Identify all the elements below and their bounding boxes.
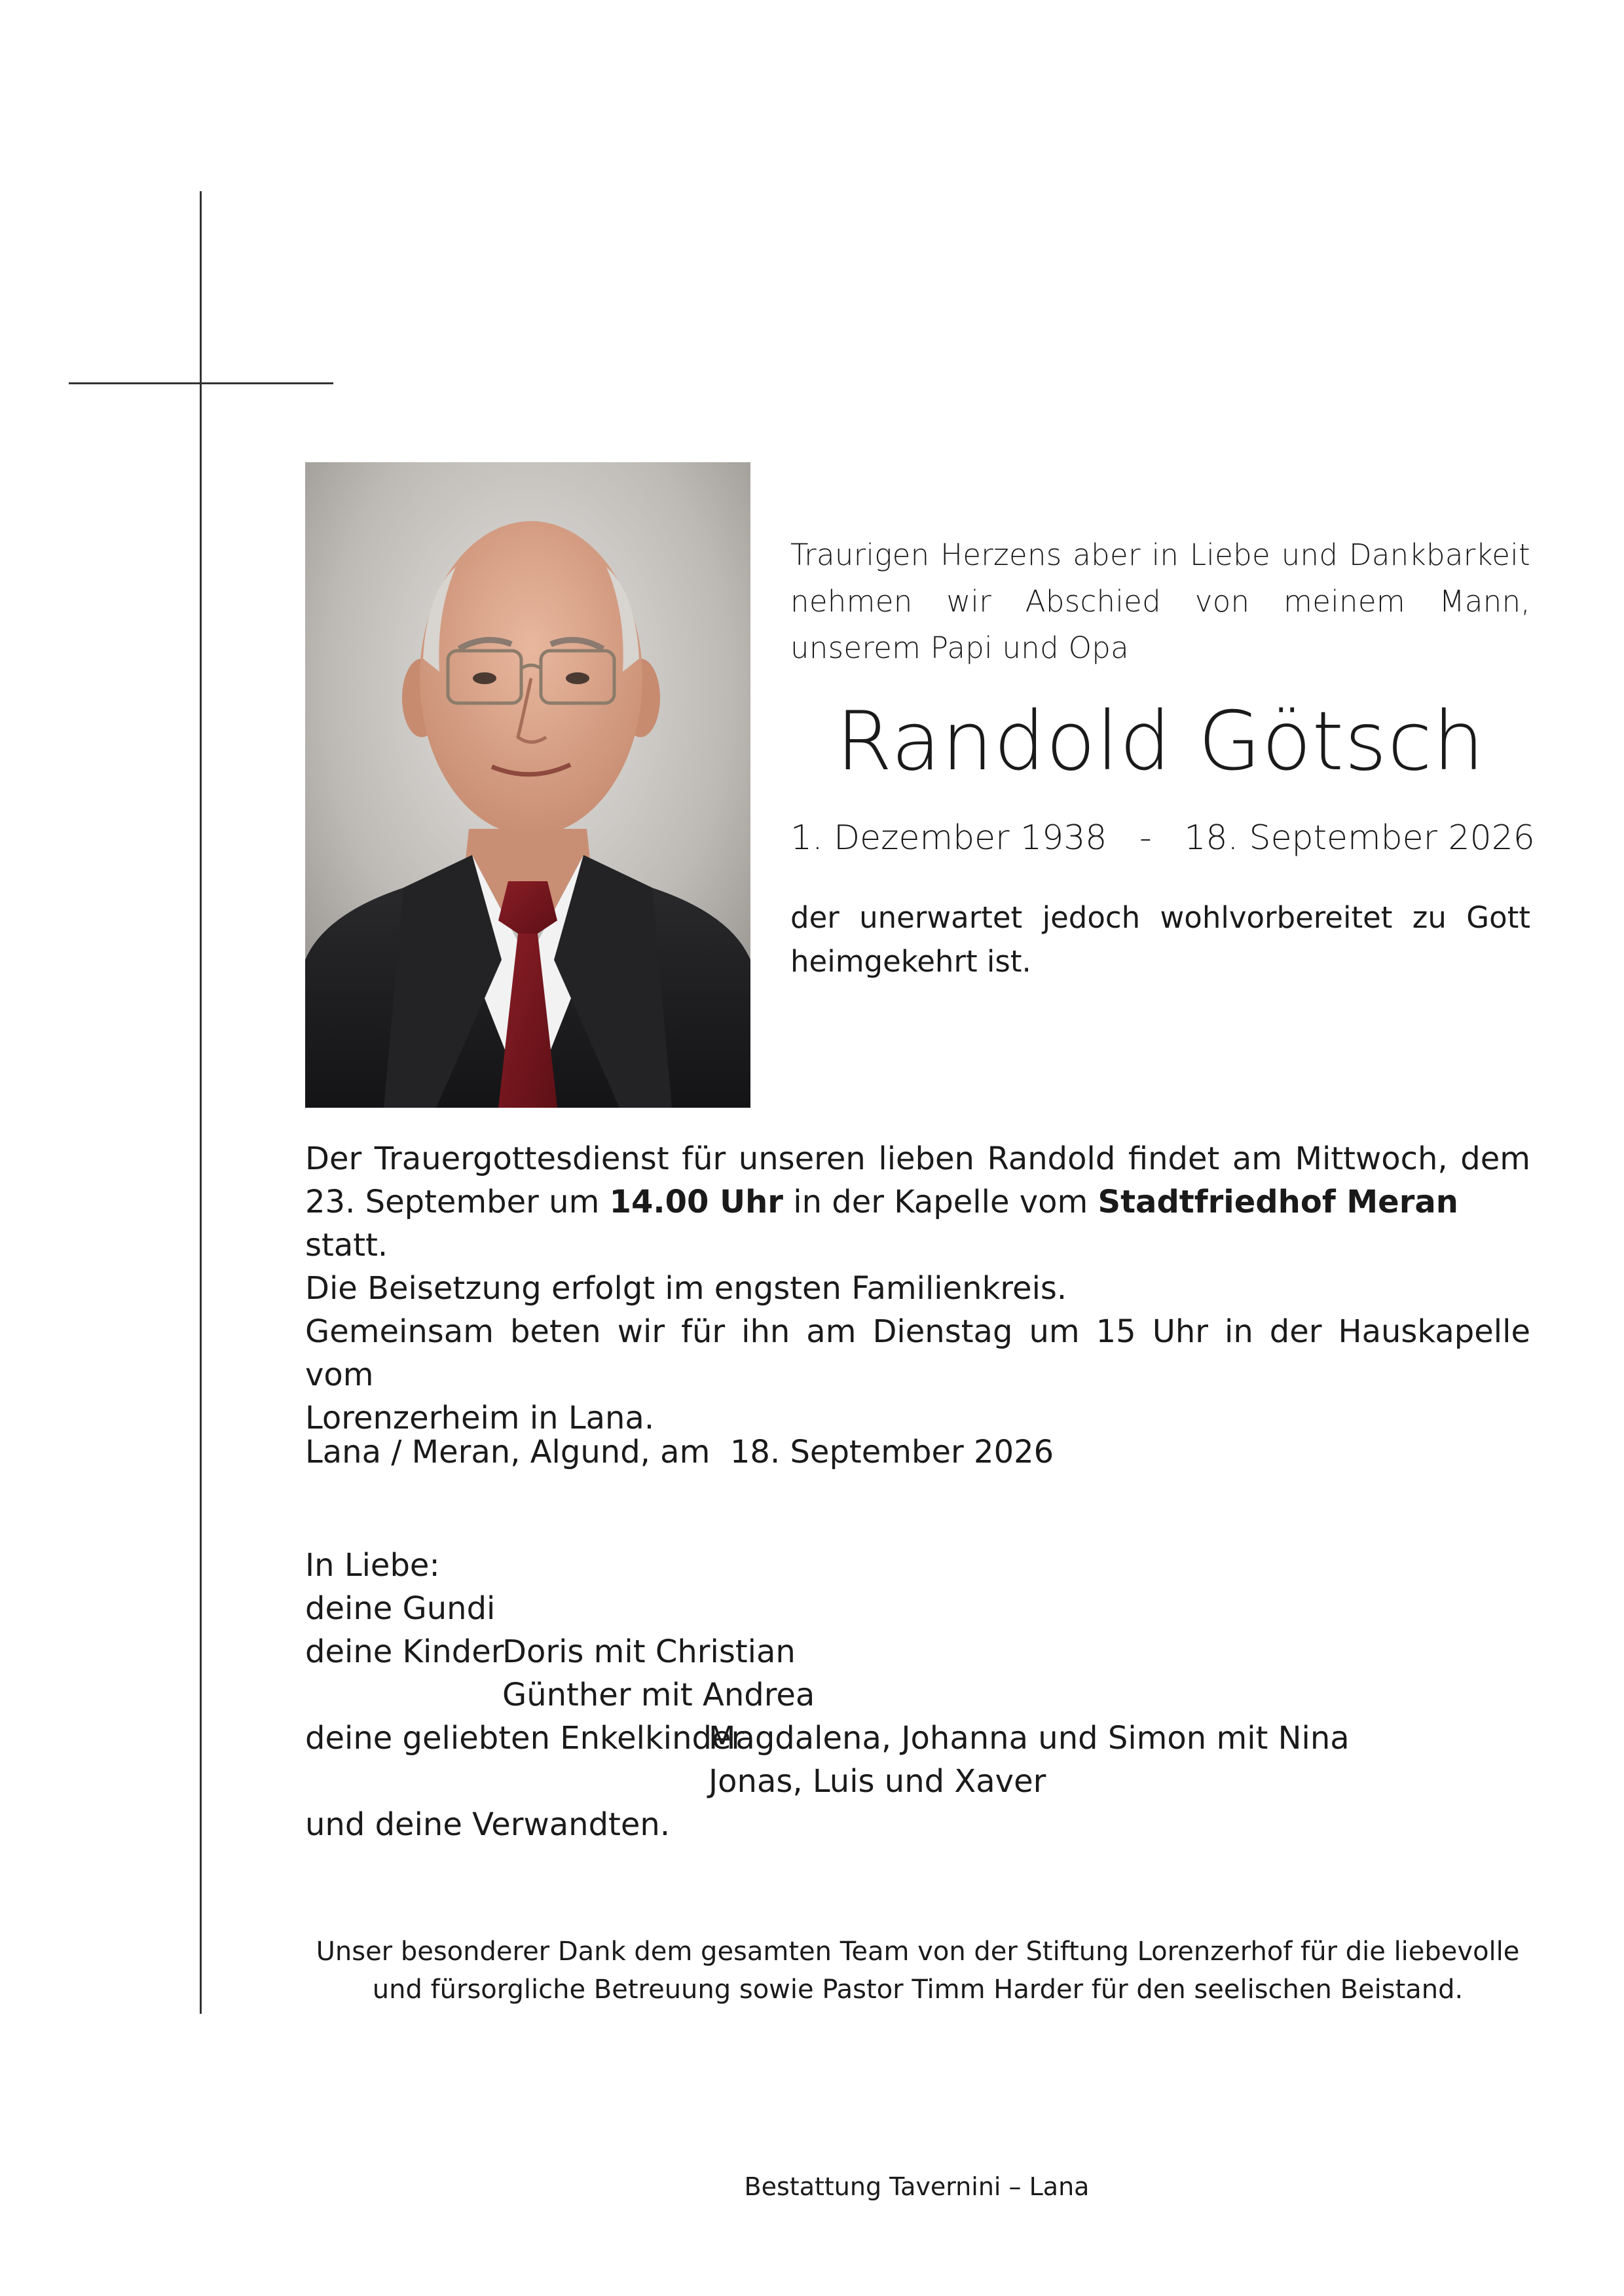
children-label: deine Kinder <box>305 1633 504 1670</box>
cross-vertical-bar <box>200 191 202 2014</box>
mourners-heading: In Liebe: <box>305 1547 440 1584</box>
prayer-line-2: Lorenzerheim in Lana. <box>305 1400 655 1436</box>
thanks-note <box>305 1933 1530 2009</box>
grandchildren-2: Jonas, Luis und Xaver <box>709 1763 1046 1800</box>
birth-date: 1. Dezember 1938 <box>790 818 1107 858</box>
child-1: Doris mit Christian <box>502 1633 796 1670</box>
portrait-photo <box>305 462 750 1108</box>
deceased-name: Randold Götsch <box>836 695 1485 789</box>
prayer-line-1: Gemeinsam beten wir für ihn am Dienstag um 15 Uhr in der Hauskapelle vom <box>305 1313 1530 1393</box>
grandchildren-label: deine geliebten Enkelkinder <box>305 1720 745 1757</box>
death-date: 18. September 2026 <box>1184 818 1535 858</box>
service-location: Stadtfriedhof Meran <box>1098 1184 1458 1220</box>
service-end-text: statt. <box>305 1227 388 1264</box>
thanks-line-2: und fürsorgliche Betreuung sowie Pastor Timm Harder für den seelischen Beistand. <box>372 1975 1464 2005</box>
service-line-2 <box>305 1180 1530 1267</box>
burial-note: Die Beisetzung erfolgt im engsten Familienkreis. <box>305 1270 1067 1307</box>
service-date-text: 23. September um <box>305 1184 610 1220</box>
grandchildren-1: Magdalena, Johanna und Simon mit Nina <box>709 1720 1350 1757</box>
intro-text: Traurigen Herzens aber in Liebe und Dankbarkeit nehmen wir Abschied von meinem Mann, unserem Papi und Opa <box>790 538 1530 665</box>
date-separator: - <box>1139 818 1152 858</box>
service-time: 14.00 Uhr <box>609 1184 783 1220</box>
service-details <box>305 1137 1530 1440</box>
service-venue-text: in der Kapelle vom <box>783 1184 1098 1220</box>
life-dates <box>790 815 1535 861</box>
mourner-wife: deine Gundi <box>305 1590 496 1627</box>
funeral-home-footer: Bestattung Tavernini – Lana <box>744 2172 1090 2201</box>
thanks-line-1: Unser besonderer Dank dem gesamten Team von der Stiftung Lorenzerhof für die liebevolle <box>316 1937 1520 1967</box>
service-line-1: Der Trauergottesdienst für unseren lieben Randold findet am Mittwoch, dem <box>305 1140 1530 1177</box>
child-2: Günther mit Andrea <box>502 1677 815 1713</box>
relatives: und deine Verwandten. <box>305 1806 671 1843</box>
place-date: Lana / Meran, Algund, am 18. September 2026 <box>305 1434 1054 1470</box>
after-name-text: der unerwartet jedoch wohlvorbereitet zu Gott heimgekehrt ist. <box>790 900 1530 979</box>
cross-horizontal-bar <box>69 382 333 384</box>
